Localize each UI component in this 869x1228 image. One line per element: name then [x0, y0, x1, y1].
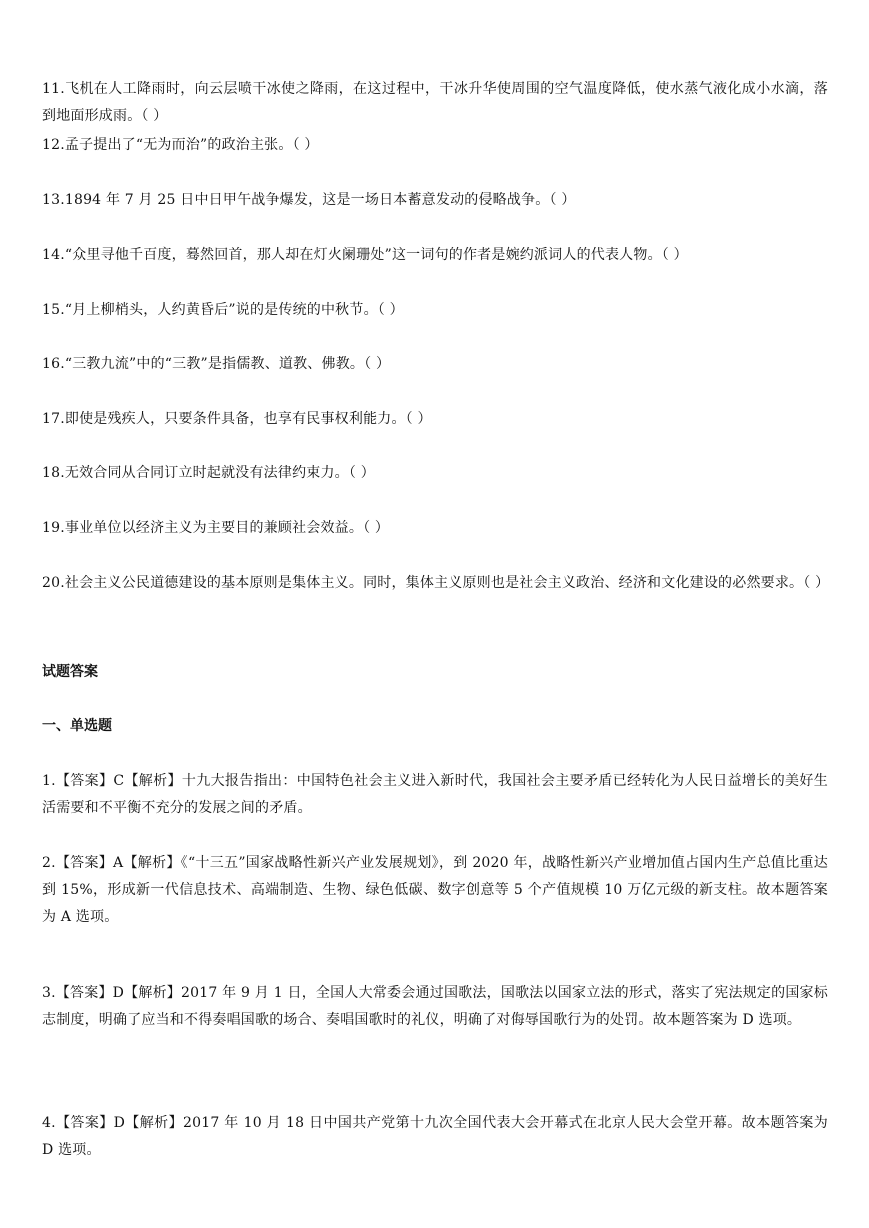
question-14: 14.“众里寻他千百度，蓦然回首，那人却在灯火阑珊处”这一词句的作者是婉约派词人的代表人物。（ ）: [42, 247, 688, 263]
question-17: 17.即使是残疾人，只要条件具备，也享有民事权利能力。（ ）: [42, 411, 432, 427]
section-heading-single-choice: 一、单选题: [42, 718, 112, 734]
answers-heading: 试题答案: [42, 664, 98, 680]
answer-1: 1.【答案】C【解析】十九大报告指出：中国特色社会主义进入新时代，我国社会主要矛盾已经转化为人民日益增长的美好生活需要和不平衡不充分的发展之间的矛盾。: [42, 773, 828, 816]
question-20: 20.社会主义公民道德建设的基本原则是集体主义。同时，集体主义原则也是社会主义政治、经济和文化建设的必然要求。（ ）: [42, 575, 830, 591]
question-13: 13.1894 年 7 月 25 日中日甲午战争爆发，这是一场日本蓄意发动的侵略战争。（ ）: [42, 192, 576, 208]
question-19: 19.事业单位以经济主义为主要目的兼顾社会效益。（ ）: [42, 520, 390, 536]
question-18: 18.无效合同从合同订立时起就没有法律约束力。（ ）: [42, 465, 375, 481]
answer-2: 2.【答案】A【解析】《“十三五”国家战略性新兴产业发展规划》，到 2020 年，战略性新兴产业增加值占国内生产总值比重达到 15%，形成新一代信息技术、高端制造、生物、绿色低碳、数字创意等 5 个产值规模 10 万亿元级的新支柱。故本题答案为 A 选项。: [42, 855, 828, 925]
question-15: 15.“月上柳梢头，人约黄昏后”说的是传统的中秋节。（ ）: [42, 302, 404, 318]
question-16: 16.“三教九流”中的“三教”是指儒教、道教、佛教。（ ）: [42, 356, 391, 372]
answer-3: 3.【答案】D【解析】2017 年 9 月 1 日，全国人大常委会通过国歌法，国歌法以国家立法的形式，落实了宪法规定的国家标志制度，明确了应当和不得奏唱国歌的场合、奏唱国歌时的礼仪，明确了对侮辱国歌行为的处罚。故本题答案为 D 选项。: [42, 985, 828, 1028]
question-12: 12.孟子提出了“无为而治”的政治主张。（ ）: [42, 137, 319, 153]
question-11: 11.飞机在人工降雨时，向云层喷干冰使之降雨，在这过程中，干冰升华使周围的空气温度降低，使水蒸气液化成小水滴，落到地面形成雨。（ ）: [42, 81, 828, 124]
answer-4: 4.【答案】D【解析】2017 年 10 月 18 日中国共产党第十九次全国代表大会开幕式在北京人民大会堂开幕。故本题答案为 D 选项。: [42, 1115, 828, 1158]
